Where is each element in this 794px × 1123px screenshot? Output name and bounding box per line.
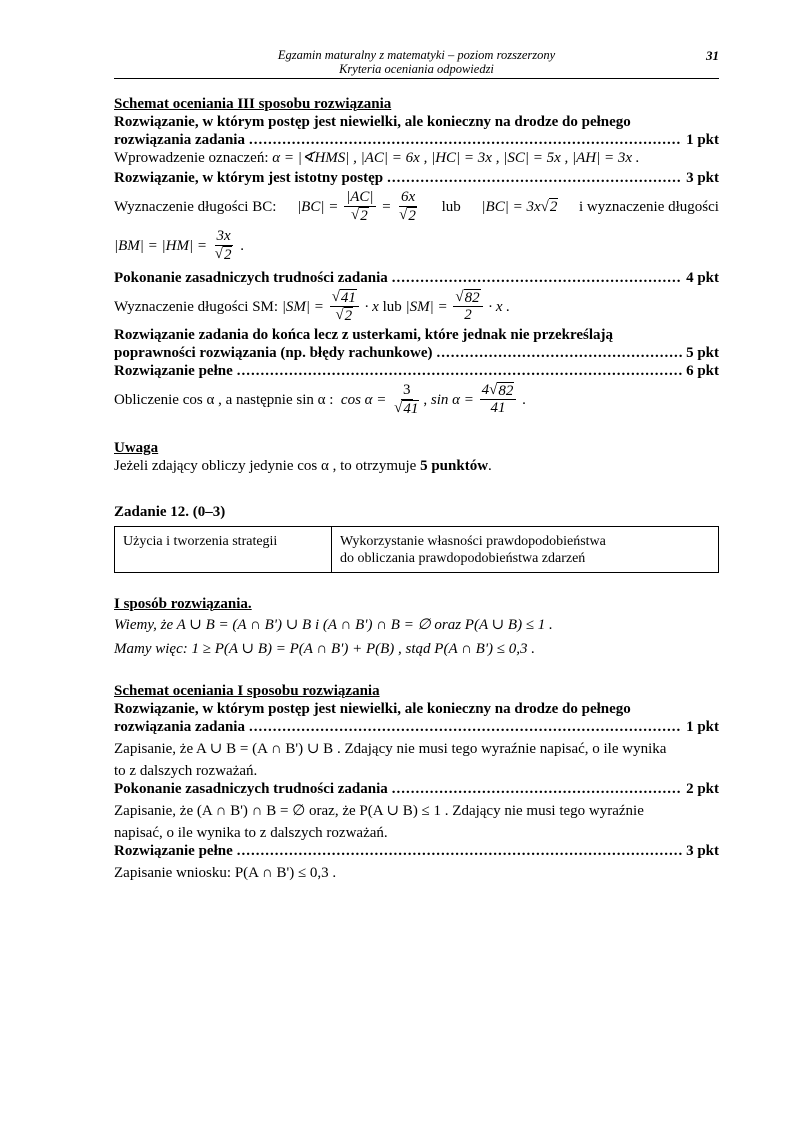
scheme-3-c1-text2: rozwiązania zadania: [114, 132, 245, 148]
scheme-3-c5-desc-text: Obliczenie cos α , a następnie sin α :: [114, 391, 334, 408]
header-exam-title: Egzamin maturalny z matematyki – poziom rozszerzony: [277, 48, 556, 62]
leader-dots: [437, 344, 683, 362]
scheme-1-c2-description-cont: napisać, o ile wynika to z dalszych rozważań.: [114, 825, 388, 841]
scheme-1-c2-points: 2 pkt: [686, 781, 719, 797]
formula-sm-alt: |SM| = √ 82 2 · x .: [405, 289, 511, 323]
scheme-3-c2-text: Rozwiązanie, w którym jest istotny postęp: [114, 170, 384, 186]
leader-dots: [392, 780, 682, 798]
scheme-3-c3-score-line: [114, 269, 719, 287]
note-title: Uwaga: [114, 440, 159, 456]
table-row: [115, 527, 719, 573]
table-cell-area: Użycia i tworzenia strategii: [115, 527, 332, 573]
scheme-1-c3-points: 3 pkt: [686, 843, 719, 859]
scheme-3-c4-text2: poprawności rozwiązania (np. błędy rachunkowe): [114, 345, 433, 361]
scheme-3-c5-text: Rozwiązanie pełne: [114, 363, 233, 379]
requirement-line-2: do obliczania prawdopodobieństwa zdarzeń: [340, 551, 586, 566]
note-text-post: .: [488, 458, 492, 474]
note-text-bold: 5 punktów: [420, 458, 489, 474]
solution-1-line-1: Wiemy, że A ∪ B = (A ∩ B') ∪ B i (A ∩ B') ∩ B = ∅ oraz P(A ∪ B) ≤ 1 .: [114, 617, 553, 633]
scheme-1-c1-points: 1 pkt: [686, 719, 719, 735]
scheme-3-c5-points: 6 pkt: [686, 363, 719, 379]
scheme-3-c3-text: Pokonanie zasadniczych trudności zadania: [114, 270, 388, 286]
leader-dots: [249, 131, 682, 149]
table-cell-requirement: [332, 527, 719, 573]
header-subtitle: Kryteria oceniania odpowiedzi: [339, 62, 494, 76]
formula-bc: |BC| = |AC| √ 2 = 6x √ 2: [297, 189, 416, 224]
scheme-3-c1-desc-text: Wprowadzenie oznaczeń:: [114, 150, 269, 166]
scheme-1-c1-text: Rozwiązanie, w którym postęp jest niewielki, ale konieczny na drodze do pełnego: [114, 701, 631, 717]
scheme-3-c3-desc-text: Wyznaczenie długości SM:: [114, 298, 279, 315]
scheme-1-c2-description: Zapisanie, że (A ∩ B') ∩ B = ∅ oraz, że P(A ∪ B) ≤ 1 . Zdający nie musi tego wyraźnie: [114, 803, 644, 819]
scheme-1-c1-description-cont: to z dalszych rozważań.: [114, 763, 258, 779]
scheme-3-c1-text: Rozwiązanie, w którym postęp jest niewielki, ale konieczny na drodze do pełnego: [114, 114, 631, 130]
page-number: 31: [706, 48, 719, 63]
scheme-1-c1-text2: rozwiązania zadania: [114, 719, 245, 735]
scheme-3-c4-score-line: [114, 344, 719, 362]
scheme-3-c4-points: 5 pkt: [686, 345, 719, 361]
scheme-1-c3-description: Zapisanie wniosku: P(A ∩ B') ≤ 0,3 .: [114, 865, 337, 881]
leader-dots: [249, 718, 682, 736]
scheme-3-c4-text: Rozwiązanie zadania do końca lecz z usterkami, które jednak nie przekreślają: [114, 327, 613, 343]
formula-bc-alt: |BC| = 3x √ 2: [481, 198, 558, 215]
lub-word: lub: [382, 298, 402, 315]
leader-dots: [387, 169, 682, 187]
scheme-1-c1-score-line: [114, 718, 719, 736]
scheme-3-c1-formula: α = |∢HMS| , |AC| = 6x , |HC| = 3x , |SC| = 5x , |AH| = 3x .: [272, 150, 640, 166]
scheme-3-c3-description: [114, 289, 719, 324]
note-text: [114, 457, 719, 475]
scheme-1-c3-text: Rozwiązanie pełne: [114, 843, 233, 859]
formula-sin: sin α = 4 √ 82 41 .: [430, 382, 526, 416]
page-content: [114, 95, 719, 882]
formula-sm: |SM| = √ 41 √ 2 · x: [281, 289, 379, 324]
scheme-3-c2-desc-text: Wyznaczenie długości BC:: [114, 198, 277, 215]
scheme-3-c1-score-line: [114, 131, 719, 149]
scheme-3-c2-points: 3 pkt: [686, 170, 719, 186]
solution-1-line-2: Mamy więc: 1 ≥ P(A ∪ B) = P(A ∩ B') + P(B) , stąd P(A ∩ B') ≤ 0,3 .: [114, 641, 536, 657]
scheme-1-c2-score-line: [114, 780, 719, 798]
scheme-3-c5-score-line: [114, 362, 719, 380]
criteria-table: [114, 526, 719, 573]
leader-dots: [392, 269, 682, 287]
leader-dots: [237, 842, 682, 860]
scheme-3-c2-and-text: i wyznaczenie długości: [579, 198, 719, 215]
scheme-1-c3-score-line: [114, 842, 719, 860]
header-rule: [114, 78, 719, 79]
scheme-3-c1-points: 1 pkt: [686, 132, 719, 148]
scheme-3-c2-description: [114, 189, 719, 224]
task-title: Zadanie 12. (0–3): [114, 504, 226, 520]
scheme-1-c1-description: Zapisanie, że A ∪ B = (A ∩ B') ∪ B . Zdający nie musi tego wyraźnie napisać, o ile wynika: [114, 741, 667, 757]
scheme-1-c2-text: Pokonanie zasadniczych trudności zadania: [114, 781, 388, 797]
scheme-3-c5-description: [114, 382, 719, 417]
lub-word: lub: [441, 198, 461, 215]
scheme-3-c1-description: [114, 149, 719, 167]
formula-cos: cos α = 3 √ 41 ,: [340, 382, 431, 417]
page-header: [114, 48, 719, 76]
requirement-line-1: Wykorzystanie własności prawdopodobieństwa: [340, 534, 606, 549]
note-text-pre: Jeżeli zdający obliczy jedynie cos α , to otrzymuje: [114, 458, 421, 474]
scheme-3-title: Schemat oceniania III sposobu rozwiązania: [114, 96, 392, 112]
solution-1-title: I sposób rozwiązania.: [114, 596, 252, 612]
formula-bm-hm: |BM| = |HM| = 3x √ 2 .: [114, 228, 244, 263]
scheme-3-c2-score-line: [114, 169, 719, 187]
leader-dots: [237, 362, 682, 380]
scheme-3-c3-points: 4 pkt: [686, 270, 719, 286]
scheme-1-title: Schemat oceniania I sposobu rozwiązania: [114, 683, 380, 699]
